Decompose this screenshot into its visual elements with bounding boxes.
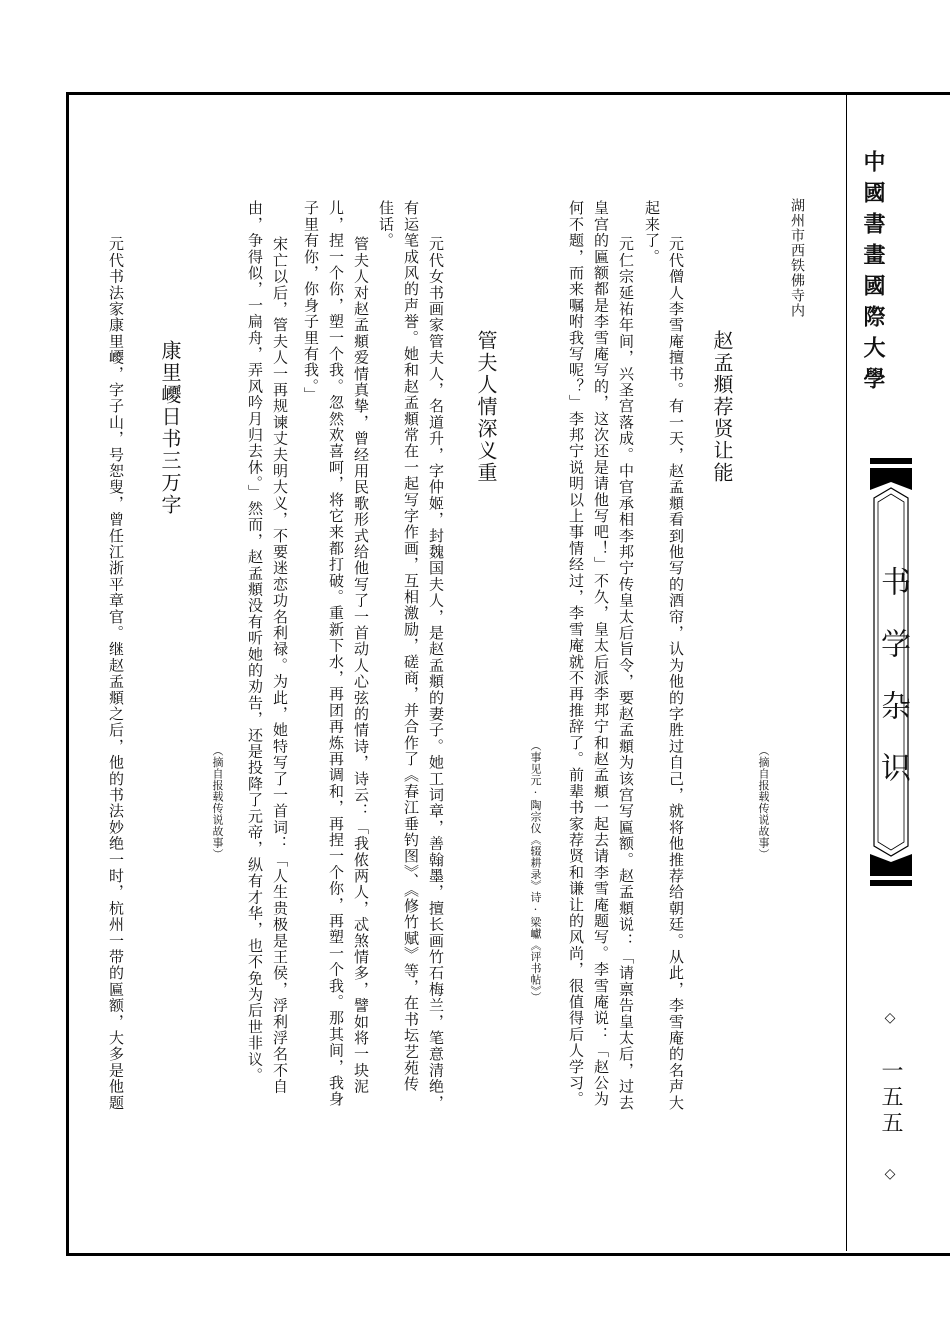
article-line: 元仁宗延祐年间，兴圣宫落成。中官承相李邦宁传皇太后旨令，要赵孟頫为该宫写匾额。赵孟頫说：「请禀告皇太后，过去 <box>617 236 635 1111</box>
article-line: 元代僧人李雪庵擅书。有一天，赵孟頫看到他写的酒帘，认为他的字胜过自己，就将他推荐给朝廷。从此，李雪庵的名声大 <box>667 236 685 1111</box>
article-line: 儿，捏一个你，塑一个我。忽然欢喜呵，将它来都打破。重新下水，再团再炼再调和，再捏一个你，再塑一个我。那其间，我身 <box>327 200 345 1108</box>
page-number: 一五五 <box>878 1059 903 1137</box>
article-line: 管夫人对赵孟頫爱情真挚，曾经用民歌形式给他写了一首动人心弦的情诗，诗云：「我侬两人，忒煞情多，譬如将一块泥 <box>352 236 370 1095</box>
article-line: 皇宫的匾额都是李雪庵写的，这次还是请他写吧！」不久，皇太后派李邦宁和赵孟頫一起去请李雪庵题写。李雪庵说：「赵公为 <box>592 200 610 1108</box>
article-line: 元代女书画家管夫人，名道升，字仲姬，封魏国夫人，是赵孟頫的妻子。她工词章，善翰墨，擅长画竹石梅兰，笔意清绝， <box>427 236 445 1111</box>
article-line: 起来了。 <box>643 200 661 265</box>
article-title: 赵孟頫荐贤让能 <box>710 330 734 484</box>
article-line: 有运笔成风的声誉。她和赵孟頫常在一起写字作画，互相激励，磋商，并合作了《春江垂钓图》、《修竹赋》等，在书坛艺苑传 <box>402 200 420 1093</box>
article-source: （事见元·陶宗仪《辍耕录》诗·梁巘《评书帖》） <box>529 740 542 1003</box>
article-line: 由，争得似，一扁舟，弄风吟月归去休。」然而，赵孟頫没有听她的劝告，还是投降了元帝，纵有才华，也不免为后世非议。 <box>246 200 264 1084</box>
section-banner <box>868 458 914 886</box>
article-line: 子里有你，你身子里有我。」 <box>302 200 320 404</box>
page-number-block <box>866 1010 906 1186</box>
article-title: 康里巎日书三万字 <box>158 340 182 516</box>
article-line: 佳话。 <box>377 200 395 249</box>
page-frame <box>66 92 950 1256</box>
article-line: 元代书法家康里巎，字子山，号恕叟，曾任江浙平章官。继赵孟頫之后，他的书法妙绝一时，杭州一带的匾额，大多是他题 <box>107 236 125 1111</box>
diamond-icon: ◇ <box>882 1166 898 1186</box>
article-source: （摘自报载传说故事） <box>757 745 770 860</box>
article-title: 管夫人情深义重 <box>474 330 498 484</box>
section-label: 书学杂识 <box>875 566 910 814</box>
side-title: 中國書畫國際大學 <box>860 150 886 398</box>
article-source: （摘自报载传说故事） <box>211 745 224 860</box>
diamond-icon: ◇ <box>882 1010 898 1030</box>
margin-divider <box>846 94 847 1251</box>
article-line: 宋亡以后，管夫人一再规谏丈夫明大义，不要迷恋功名利禄。为此，她特写了一首词：「人生贵极是王侯，浮利浮名不自 <box>271 236 289 1095</box>
article-line: 何不题，而来嘱咐我写呢？」李邦宁说明以上事情经过，李雪庵就不再推辞了。前辈书家荐贤和谦让的风尚，很值得后人学习。 <box>567 200 585 1108</box>
image-caption: 湖州市西铁佛寺内 <box>789 198 805 318</box>
